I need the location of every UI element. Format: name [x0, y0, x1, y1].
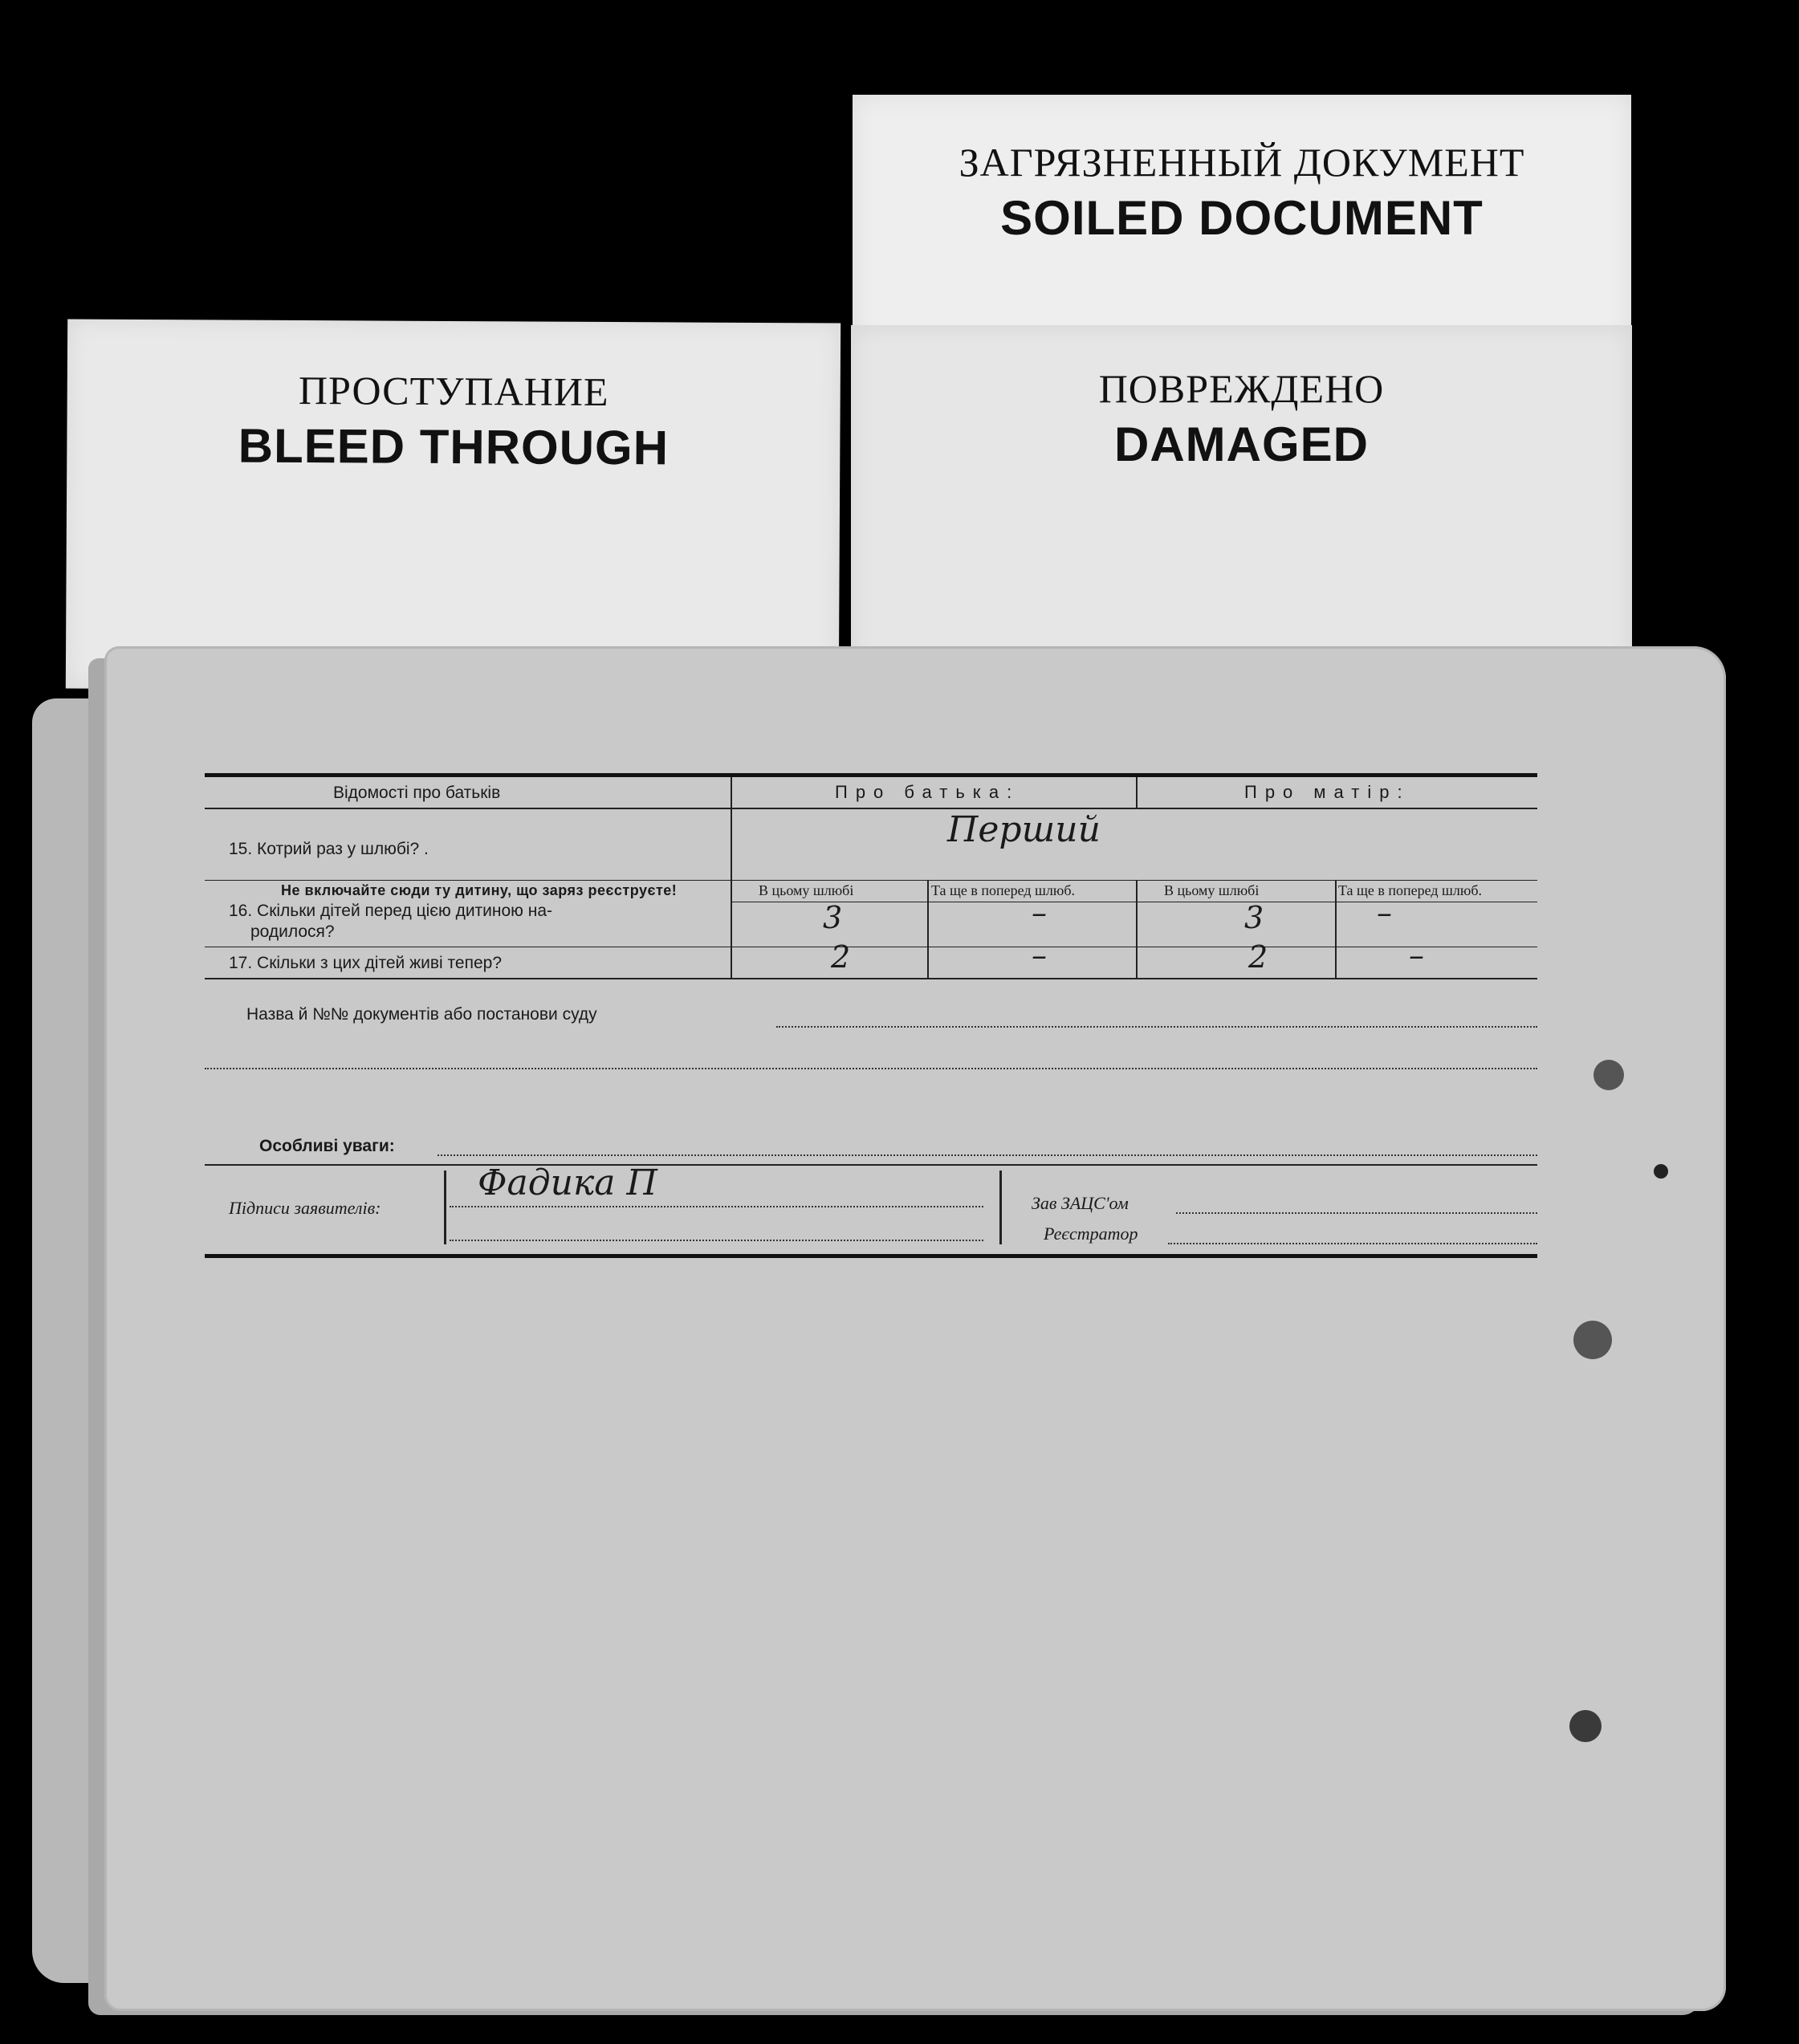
q16-father-this: 3: [823, 900, 843, 935]
q15-answer: Перший: [947, 809, 1101, 850]
q17-father-prev: –: [1032, 938, 1047, 973]
signatures-section: [205, 1164, 1537, 1254]
punch-hole: [1569, 1710, 1602, 1742]
damaged-label-en: DAMAGED: [1114, 417, 1369, 471]
q16-label-1: 16. Скільки дітей перед цією дитиною на-: [229, 902, 553, 920]
q16-mother-this: 3: [1244, 900, 1264, 935]
head-label: Зав ЗАЦС'ом: [1032, 1193, 1129, 1213]
header-parents-info: Відомості про батьків: [333, 784, 501, 802]
q16-label-2: родилося?: [250, 922, 335, 941]
documents-section: [205, 979, 1537, 1100]
header-row: [205, 777, 1537, 809]
q16-note: Не включайте сюди ту дитину, що заряз реєструєте!: [281, 882, 678, 898]
remarks-line: [438, 1154, 1537, 1156]
parents-form: [205, 773, 1537, 1258]
bleed-through-card: [66, 319, 840, 692]
registrar-label: Реєстратор: [1044, 1224, 1138, 1244]
q17-mother-prev: –: [1409, 938, 1424, 973]
subcol-father-this: В цьому шлюбі: [759, 882, 854, 898]
remarks-label: Особливі уваги:: [259, 1137, 395, 1155]
header-mother: Про матір:: [1244, 782, 1410, 802]
punch-hole: [1593, 1060, 1624, 1090]
soiled-label-en: SOILED DOCUMENT: [1000, 191, 1484, 245]
subcol-mother-this: В цьому шлюбі: [1164, 882, 1260, 898]
documents-line: [776, 1026, 1537, 1028]
subcol-father-prev: Та ще в поперед шлюб.: [931, 882, 1075, 898]
q17-row: [205, 938, 1537, 979]
documents-label: Назва й №№ документів або постанови суду: [246, 1005, 597, 1024]
q17-father-this: 2: [831, 939, 851, 975]
q16-mother-prev: –: [1377, 895, 1392, 930]
documents-line-2: [205, 1068, 1537, 1069]
q16-row: [205, 881, 1537, 947]
bleed-label-ru: ПРОСТУПАНИЕ: [298, 367, 609, 415]
remarks-section: [205, 1100, 1537, 1164]
punch-hole: [1573, 1321, 1612, 1359]
q17-mother-this: 2: [1248, 939, 1268, 975]
header-father: Про батька:: [835, 782, 1020, 802]
registrar-line: [1168, 1243, 1537, 1244]
bleed-label-en: BLEED THROUGH: [238, 418, 670, 475]
q16-father-prev: –: [1032, 895, 1047, 930]
subcol-mother-prev: Та ще в поперед шлюб.: [1338, 882, 1482, 898]
damaged-label-ru: ПОВРЕЖДЕНО: [1098, 366, 1385, 411]
head-line: [1176, 1212, 1537, 1214]
signature-line-2: [450, 1240, 983, 1241]
signature-line-1: [450, 1206, 983, 1207]
soiled-document-card: [853, 95, 1631, 344]
q15-label: 15. Котрий раз у шлюбі? .: [229, 840, 429, 858]
q17-label: 17. Скільки з цих дітей живі тепер?: [229, 954, 502, 972]
applicant-signature: Фадика П: [478, 1162, 657, 1203]
q15-row: [205, 809, 1537, 881]
bottom-rule: [205, 1254, 1537, 1258]
signatures-label: Підписи заявителів:: [229, 1198, 381, 1218]
soiled-label-ru: ЗАГРЯЗНЕННЫЙ ДОКУМЕНТ: [959, 140, 1525, 185]
damaged-card: [851, 325, 1632, 678]
punch-hole: [1654, 1164, 1668, 1179]
